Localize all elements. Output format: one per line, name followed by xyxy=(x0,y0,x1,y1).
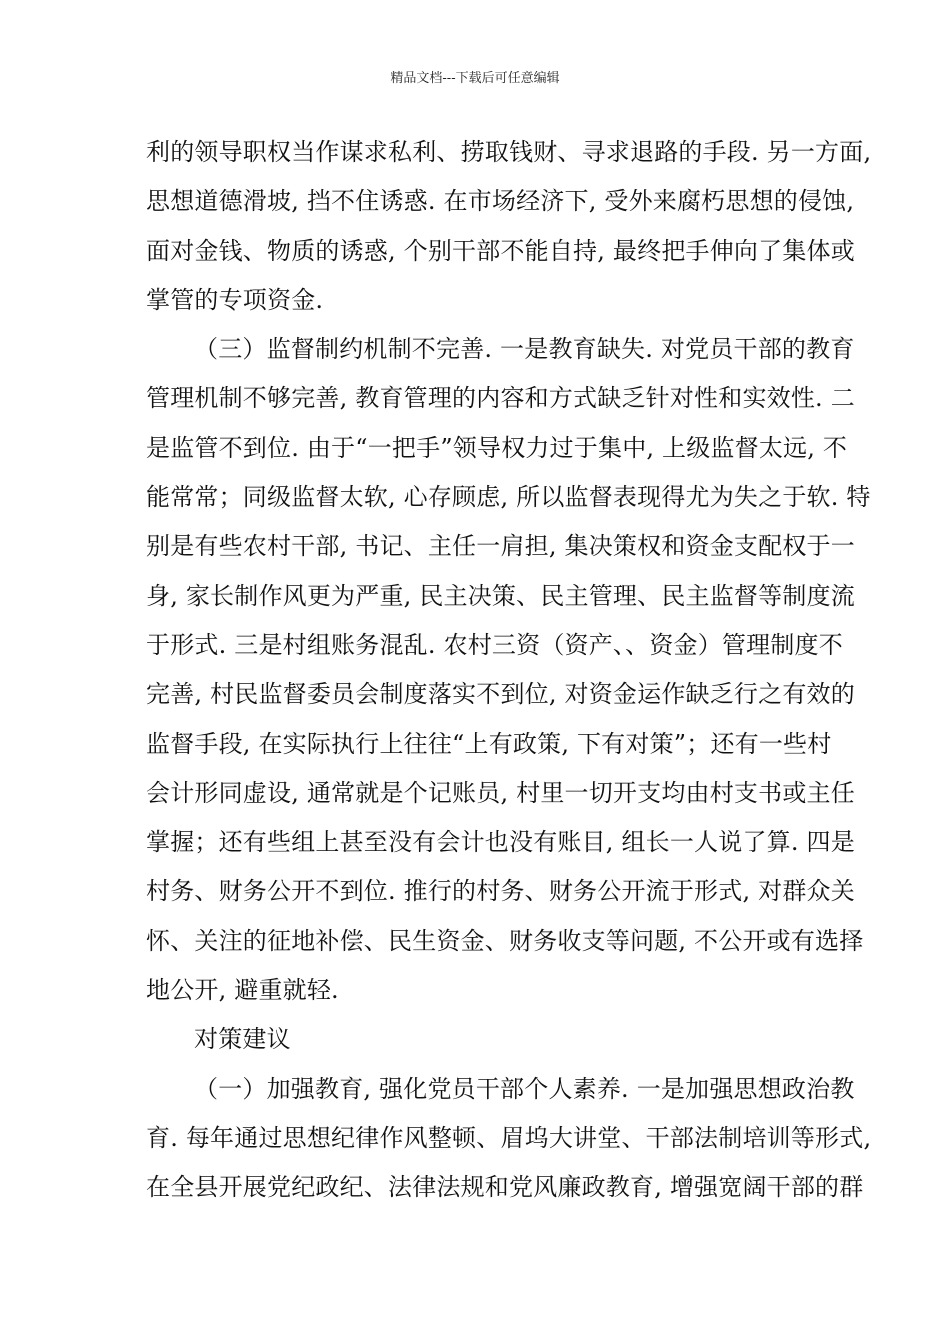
text-line: 地公开, 避重就轻. xyxy=(146,976,339,1005)
text-line: 利的领导职权当作谋求私利、捞取钱财、寻求退路的手段. 另一方面, xyxy=(146,138,872,166)
text-line: 育. 每年通过思想纪律作风整顿、眉坞大讲堂、干部法制培训等形式, xyxy=(146,1123,872,1152)
text-line: 在全县开展党纪政纪、法律法规和党风廉政教育, 增强宽阔干部的群 xyxy=(146,1173,864,1202)
text-line: 村务、财务公开不到位. 推行的村务、财务公开流于形式, 对群众关 xyxy=(146,877,855,906)
text-line: 于形式. 三是村组账务混乱. 农村三资（资产、、资金）管理制度不 xyxy=(146,630,843,659)
section-heading: 对策建议 xyxy=(194,1025,291,1054)
text-line: 完善, 村民监督委员会制度落实不到位, 对资金运作缺乏行之有效的 xyxy=(146,680,855,709)
text-line: 思想道德滑坡, 挡不住诱惑. 在市场经济下, 受外来腐朽思想的侵蚀, xyxy=(146,187,855,216)
paragraph-start-line: （三）监督制约机制不完善. 一是教育缺失. 对党员干部的教育 xyxy=(194,335,855,364)
text-line: 是监管不到位. 由于“一把手”领导权力过于集中, 上级监督太远, 不 xyxy=(146,433,848,462)
text-line: 掌握；还有些组上甚至没有会计也没有账目, 组长一人说了算. 四是 xyxy=(146,828,855,857)
text-line: 面对金钱、物质的诱惑, 个别干部不能自持, 最终把手伸向了集体或 xyxy=(146,236,855,265)
text-line: 监督手段, 在实际执行上往往“上有政策, 下有对策”；还有一些村 xyxy=(146,729,832,758)
text-line: 怀、关注的征地补偿、民生资金、财务收支等问题, 不公开或有选择 xyxy=(146,926,864,955)
document-body xyxy=(146,128,872,1213)
text-line: 能常常；同级监督太软, 心存顾虑, 所以监督表现得尤为失之于软. 特 xyxy=(146,483,871,512)
text-line: 掌管的专项资金. xyxy=(146,285,324,314)
text-line: 管理机制不够完善, 教育管理的内容和方式缺乏针对性和实效性. 二 xyxy=(146,384,855,413)
paragraph-start-line: （一）加强教育, 强化党员干部个人素养. 一是加强思想政治教 xyxy=(194,1074,855,1103)
text-line: 身, 家长制作风更为严重, 民主决策、民主管理、民主监督等制度流 xyxy=(146,581,855,610)
text-line: 会计形同虚设, 通常就是个记账员, 村里一切开支均由村支书或主任 xyxy=(146,778,855,807)
page-header: 精品文档---下载后可任意编辑 xyxy=(390,71,560,86)
text-line: 别是有些农村干部, 书记、主任一肩担, 集决策权和资金支配权于一 xyxy=(146,532,855,561)
